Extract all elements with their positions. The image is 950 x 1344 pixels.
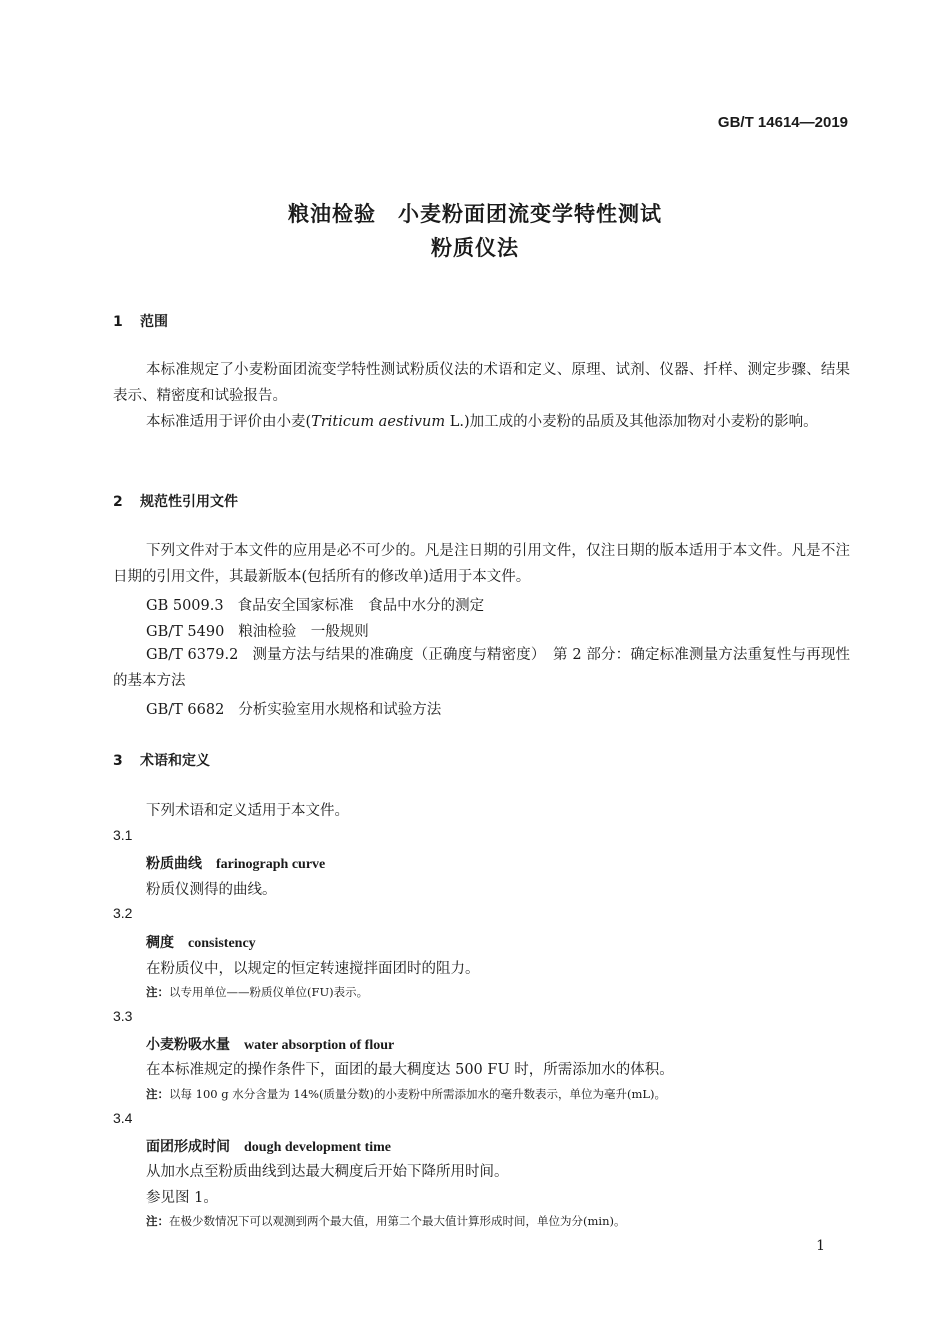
term-en: farinograph curve xyxy=(216,857,326,872)
section-1-paragraph-2 xyxy=(113,409,850,435)
term-extra: 参见图 1。 xyxy=(146,1190,218,1206)
reference-item xyxy=(146,594,484,615)
section-number: 1 xyxy=(113,314,123,330)
term-heading xyxy=(146,1136,391,1156)
term-note xyxy=(146,1086,666,1102)
term-definition: 在本标准规定的操作条件下，面团的最大稠度达 500 FU 时，所需添加水的体积。 xyxy=(146,1062,674,1078)
term-heading xyxy=(146,932,256,952)
section-1-paragraph-1: 本标准规定了小麦粉面团流变学特性测试粉质仪法的术语和定义、原理、试剂、仪器、扦样、测定步骤、结果表示、精密度和试验报告。 xyxy=(113,362,850,404)
section-1-heading xyxy=(113,311,168,331)
reference-title: 粮油检验 一般规则 xyxy=(238,624,369,640)
para-text-after: L.)加工成的小麦粉的品质及其他添加物对小麦粉的影响。 xyxy=(445,414,818,430)
page-number: 1 xyxy=(816,1238,825,1254)
term-zh: 稠度 xyxy=(146,935,174,951)
note-text: 在极少数情况下可以观测到两个最大值，用第二个最大值计算形成时间，单位为分(min)。 xyxy=(169,1214,626,1228)
term-number: 3.3 xyxy=(113,1008,133,1024)
section-number: 3 xyxy=(113,753,123,769)
section-title: 范围 xyxy=(140,314,168,330)
document-title-line2: 粉质仪法 xyxy=(431,236,519,260)
latin-species-name: Triticum aestivum xyxy=(311,414,446,430)
note-text: 以专用单位——粉质仪单位(FU)表示。 xyxy=(169,985,369,999)
term-definition: 从加水点至粉质曲线到达最大稠度后开始下降所用时间。 xyxy=(146,1164,509,1180)
term-heading xyxy=(146,853,325,873)
document-title-line1: 粮油检验 小麦粉面团流变学特性测试 xyxy=(288,202,662,226)
term-zh: 面团形成时间 xyxy=(146,1139,230,1155)
para-text-before: 本标准适用于评价由小麦( xyxy=(146,414,312,430)
reference-code: GB/T 6379.2 xyxy=(146,647,239,663)
note-label: 注： xyxy=(146,1087,169,1101)
section-2-intro: 下列文件对于本文件的应用是必不可少的。凡是注日期的引用文件，仅注日期的版本适用于本文件。凡是不注日期的引用文件，其最新版本(包括所有的修改单)适用于本文件。 xyxy=(113,543,850,585)
reference-code: GB/T 5490 xyxy=(146,624,225,640)
reference-title: 测量方法与结果的准确度（正确度与精密度） 第 2 部分：确定标准测量方法重复性与再现性的基本方法 xyxy=(113,647,850,689)
term-heading xyxy=(146,1034,394,1054)
reference-code: GB 5009.3 xyxy=(146,598,224,614)
section-number: 2 xyxy=(113,494,123,510)
term-en: water absorption of flour xyxy=(244,1038,395,1053)
term-zh: 粉质曲线 xyxy=(146,856,202,872)
section-2-heading xyxy=(113,491,238,511)
reference-item xyxy=(146,620,369,641)
term-number: 3.1 xyxy=(113,827,133,843)
note-label: 注： xyxy=(146,1214,169,1228)
reference-title: 食品安全国家标准 食品中水分的测定 xyxy=(237,598,485,614)
term-en: dough development time xyxy=(244,1140,391,1155)
term-zh: 小麦粉吸水量 xyxy=(146,1037,230,1053)
section-title: 规范性引用文件 xyxy=(140,494,238,510)
note-text: 以每 100 g 水分含量为 14%(质量分数)的小麦粉中所需添加水的毫升数表示，单位为毫升(mL)。 xyxy=(169,1087,666,1101)
term-definition: 粉质仪测得的曲线。 xyxy=(146,882,277,898)
reference-item xyxy=(113,642,850,694)
reference-code: GB/T 6682 xyxy=(146,702,225,718)
reference-item xyxy=(146,698,441,719)
term-definition: 在粉质仪中，以规定的恒定转速搅拌面团时的阻力。 xyxy=(146,961,480,977)
term-note xyxy=(146,984,368,1000)
term-number: 3.4 xyxy=(113,1110,133,1126)
term-note xyxy=(146,1213,625,1229)
term-en: consistency xyxy=(188,936,256,951)
section-3-intro: 下列术语和定义适用于本文件。 xyxy=(146,803,349,819)
standard-code: GB/T 14614—2019 xyxy=(717,114,848,131)
section-3-heading xyxy=(113,750,210,770)
note-label: 注： xyxy=(146,985,169,999)
section-title: 术语和定义 xyxy=(140,753,210,769)
reference-title: 分析实验室用水规格和试验方法 xyxy=(238,702,442,718)
term-number: 3.2 xyxy=(113,905,133,921)
